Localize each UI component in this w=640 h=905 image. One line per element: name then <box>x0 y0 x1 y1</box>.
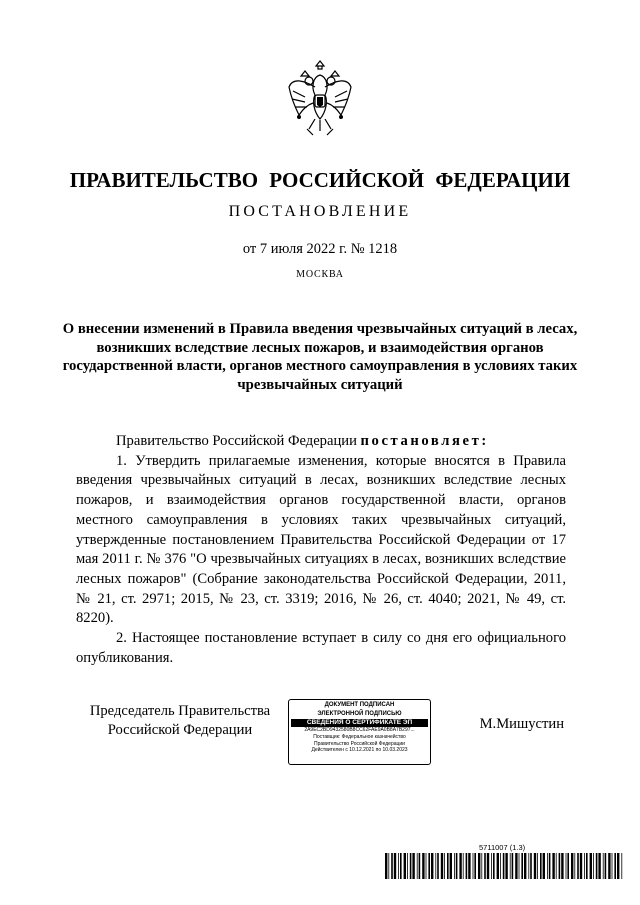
stamp-line-2: ЭЛЕКТРОННОЙ ПОДПИСЬЮ <box>317 711 402 717</box>
paragraph-2: 2. Настоящее постановление вступает в силу со дня его официального опубликования. <box>76 630 566 666</box>
position-line-1: Председатель Правительства <box>89 703 271 719</box>
stamp-issuer-2: Правительство Российской Федерации <box>314 740 405 747</box>
stamp-issuer-1: Поставщик: Федеральное казначейство <box>313 733 406 740</box>
stamp-certificate-header: СВЕДЕНИЯ О СЕРТИФИКАТЕ ЭП <box>291 719 428 727</box>
electronic-signature-stamp <box>288 699 431 765</box>
signatory-name: М.Мишустин <box>479 716 564 732</box>
barcode-icon <box>385 853 625 879</box>
barcode-label: 5711007 (1.3) <box>479 843 526 852</box>
intro-paragraph <box>76 432 566 452</box>
coat-of-arms-icon <box>285 57 355 142</box>
document-body <box>76 432 566 668</box>
document-title: О внесении изменений в Правила введения чрезвычайных ситуаций в лесах, возникших вследствие лесных пожаров, и взаимодействия органов государственной власти, органов местного самоуправления в условиях таких чрезвычайных ситуаций <box>62 321 578 393</box>
stamp-certificate-id: 2A9EC2BD9432580B8CC62FAE9A0B8A7B297... <box>304 727 415 733</box>
position-line-2: Российской Федерации <box>107 722 253 738</box>
stamp-line-1: ДОКУМЕНТ ПОДПИСАН <box>324 702 395 708</box>
city: МОСКВА <box>296 269 344 280</box>
intro-prefix: Правительство Российской Федерации <box>116 433 361 449</box>
paragraph-1: 1. Утвердить прилагаемые изменения, которые вносятся в Правила введения чрезвычайных ситуаций в лесах, возникших вследствие лесных пожаров, и взаимодействия органов государственной власти, органов местного самоуправления в условиях таких чрезвычайных ситуаций, утвержденные постановлением Правительства Российской Федерации от 17 мая 2011 г. № 376 "О чрезвычайных ситуациях в лесах, возникших вследствие лесных пожаров" (Собрание законодательства Российской Федерации, 2011, № 21, ст. 2971; 2015, № 23, ст. 3319; 2016, № 26, ст. 4040; 2021, № 49, ст. 8220). <box>76 452 566 627</box>
document-type: ПОСТАНОВЛЕНИЕ <box>228 203 412 220</box>
signatory-position <box>80 702 280 740</box>
government-name: ПРАВИТЕЛЬСТВО РОССИЙСКОЙ ФЕДЕРАЦИИ <box>69 168 571 192</box>
date-number: от 7 июля 2022 г. № 1218 <box>242 241 398 257</box>
stamp-validity: Действителен с 10.12.2021 по 10.03.2023 <box>311 747 408 754</box>
decree-word: постановляет: <box>360 433 489 449</box>
